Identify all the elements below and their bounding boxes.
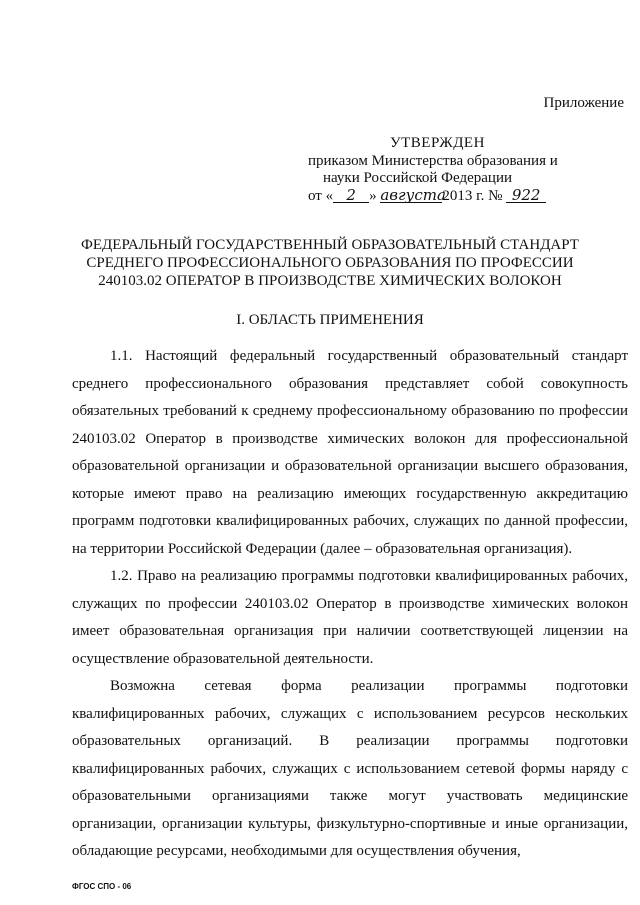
date-quote-close: » [369, 188, 377, 204]
section-body [72, 343, 628, 866]
year-and-number-label: 2013 г. № [442, 188, 503, 204]
paragraph-1-2: 1.2. Право на реализацию программы подготовки квалифицированных рабочих, служащих по профессии 240103.02 Оператор в производстве химических волокон имеет образовательная организация при наличии соответствующей лицензии на осуществление образовательной деятельности. [72, 568, 628, 667]
title-line-3: 240103.02 ОПЕРАТОР В ПРОИЗВОДСТВЕ ХИМИЧЕСКИХ ВОЛОКОН [98, 273, 562, 289]
footer-code: ФГОС СПО - 06 [72, 882, 132, 891]
section-heading: I. ОБЛАСТЬ ПРИМЕНЕНИЯ [236, 312, 424, 328]
handwritten-month: августа [380, 186, 446, 204]
title-line-1: ФЕДЕРАЛЬНЫЙ ГОСУДАРСТВЕННЫЙ ОБРАЗОВАТЕЛЬНЫЙ СТАНДАРТ [81, 237, 579, 253]
handwritten-order-number: 922 [506, 188, 546, 203]
handwritten-day: 2 [333, 188, 369, 203]
date-prefix: от « [308, 188, 334, 204]
order-line-1: приказом Министерства образования и [308, 153, 558, 169]
paragraph-1-1: 1.1. Настоящий федеральный государственный образовательный стандарт среднего профессионального образования представляет собой совокупность обязательных требований к среднему профессиональному образованию по профессии 240103.02 Оператор в производстве химических волокон для профессиональной образовательной организации и образовательной организации высшего образования, которые имеют право на реализацию имеющих государственную аккредитацию программ подготовки квалифицированных рабочих, служащих по данной профессии, на территории Российской Федерации (далее – образовательная организация). [72, 348, 628, 557]
paragraph-network-form: Возможна сетевая форма реализации программы подготовки квалифицированных рабочих, служащих с использованием ресурсов нескольких образовательных организаций. В реализации программы подготовки квалифицированных рабочих, служащих с использованием сетевой формы наряду с образовательными организациями также могут участвовать медицинские организации, организации культуры, физкультурно-спортивные и иные организации, обладающие ресурсами, необходимыми для осуществления обучения, [72, 678, 628, 859]
approval-block [280, 135, 600, 205]
appendix-label: Приложение [543, 95, 624, 111]
order-line-2: науки Российской Федерации [323, 170, 513, 186]
order-date-line [280, 188, 600, 205]
document-title [40, 236, 620, 290]
title-line-2: СРЕДНЕГО ПРОФЕССИОНАЛЬНОГО ОБРАЗОВАНИЯ ПО ПРОФЕССИИ [86, 255, 574, 271]
approved-heading: УТВЕРЖДЕН [390, 135, 485, 151]
